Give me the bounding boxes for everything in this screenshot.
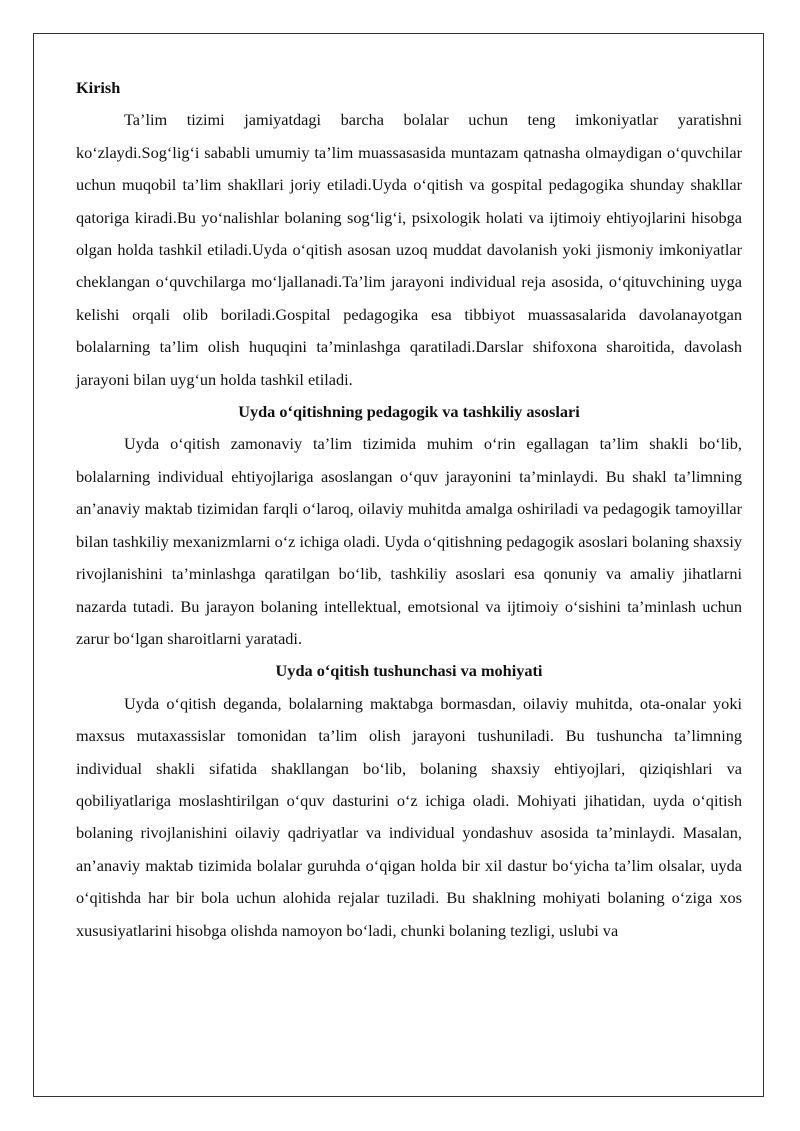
intro-paragraph: Ta’lim tizimi jamiyatdagi barcha bolalar uchun teng imkoniyatlar yaratishni ko‘zlaydi.Sog‘lig‘i sababli umumiy ta’lim muassasasida muntazam qatnasha olmaydigan o‘quvchilar uchun muqobil ta’lim shakllari joriy etiladi.Uyda o‘qitish va gospital pedagogika shunday shakllar qatoriga kiradi.Bu yo‘nalishlar bolaning sog‘lig‘i, psixologik holati va ijtimoiy ehtiyojlarini hisobga olgan holda tashkil etiladi.Uyda o‘qitish asosan uzoq muddat davolanish yoki jismoniy imkoniyatlar cheklangan o‘quvchilarga mo‘ljallanadi.Ta’lim jarayoni individual reja asosida, o‘qituvchining uyga kelishi orqali olib boriladi.Gospital pedagogika esa tibbiyot muassasalarida davolanayotgan bolalarning ta’lim olish huquqini ta’minlashga qaratiladi.Darslar shifoxona sharoitida, davolash jarayoni bilan uyg‘un holda tashkil etiladi. [76,110,742,389]
document-body [76,72,742,947]
intro-heading: Kirish [76,78,121,97]
section2-paragraph: Uyda o‘qitish deganda, bolalarning maktabga bormasdan, oilaviy muhitda, ota-onalar yoki maxsus mutaxassislar tomonidan ta’lim olish jarayoni tushuniladi. Bu tushuncha ta’limning individual shakli sifatida shakllangan bo‘lib, bolaning shaxsiy ehtiyojlari, qiziqishlari va qobiliyatlariga moslashtirilgan o‘quv dasturini o‘z ichiga oladi. Mohiyati jihatidan, uyda o‘qitish bolaning rivojlanishini oilaviy qadriyatlar va individual yondashuv asosida ta’minlaydi. Masalan, an’anaviy maktab tizimida bolalar guruhda o‘qigan holda bir xil dastur bo‘yicha ta’lim olsalar, uyda o‘qitishda har bir bola uchun alohida rejalar tuziladi. Bu shaklning mohiyati bolaning o‘ziga xos xususiyatlarini hisobga olishda namoyon bo‘ladi, chunki bolaning tezligi, uslubi va [76,693,742,940]
section1-heading: Uyda o‘qitishning pedagogik va tashkiliy asoslari [238,402,580,422]
section2-heading: Uyda o‘qitish tushunchasi va mohiyati [275,661,543,681]
section1-paragraph: Uyda o‘qitish zamonaviy ta’lim tizimida muhim o‘rin egallagan ta’lim shakli bo‘lib, bolalarning individual ehtiyojlariga asoslangan o‘quv jarayonini ta’minlaydi. Bu shakl ta’limning an’anaviy maktab tizimidan farqli o‘laroq, oilaviy muhitda amalga oshiriladi va pedagogik tamoyillar bilan tashkiliy mexanizmlarni o‘z ichiga oladi. Uyda o‘qitishning pedagogik asoslari bolaning shaxsiy rivojlanishini ta’minlashga qaratilgan bo‘lib, tashkiliy asoslari esa qonuniy va amaliy jihatlarni nazarda tutadi. Bu jarayon bolaning intellektual, emotsional va ijtimoiy o‘sishini ta’minlash uchun zarur bo‘lgan sharoitlarni yaratadi. [76,434,742,648]
